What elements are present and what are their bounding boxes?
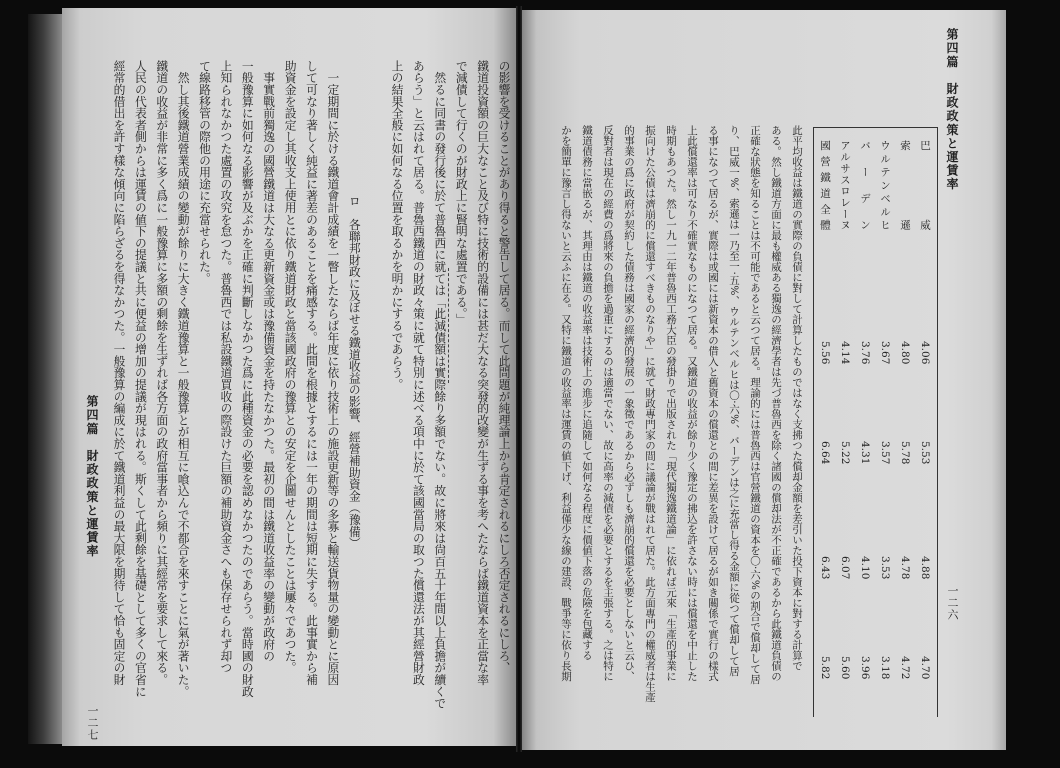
table-row: [855, 128, 875, 717]
row-value: 5.82: [819, 656, 831, 680]
text-column: 上知られなかつた處置の攻究を怠つた。普魯西では私設鐵道買收の際設けた巨額の補助資金さへも保存せられず却つ: [218, 60, 233, 674]
row-value: 4.78: [899, 556, 911, 580]
text-column: で減債して行くのが財政上に賢明な處置である。」: [454, 60, 469, 326]
table-row: [835, 128, 855, 717]
page-stack-edge: [28, 14, 62, 744]
text-column: 時期もあつた。然し一九一二年普魯西工務大臣の發掛りで出版された「現代獨逸鐵道論」に依れば元來「生產的事業に: [665, 125, 677, 682]
row-value: 3.57: [879, 441, 891, 465]
running-footer: 第四篇 財政政策と運賃率: [85, 395, 99, 559]
table-row: [815, 128, 835, 717]
text-column: 正確な狀態を知ることは不可能であると云つて居る。理論的には普魯西は官營鐵道の資本を〇·六%の割合で償却して居: [749, 125, 761, 685]
text-column: て線路移管の際他の用途に充當せられた。: [197, 60, 212, 285]
row-value: 4.14: [839, 341, 851, 365]
text-column: 上の結果全般に如何なる位置を取るかを明かにするであらう。: [390, 60, 405, 391]
row-value: 6.64: [819, 441, 831, 465]
row-value: 4.31: [859, 441, 871, 465]
page-number: 一二七: [86, 705, 99, 741]
left-page-body: [107, 60, 514, 722]
right-page-body: [555, 125, 807, 715]
text-column: 然し其後鐵道營業成績の變動が餘りに大きく鐵道豫算と一般豫算とが相互に喰込んで不都合を來すことに氣が著いた。: [176, 60, 191, 698]
text-column: 反對者は現在の經費の爲將來の負擔を過重にするのは適當でない、故に高率の減債を必要とするを主張する。之は特に: [602, 125, 614, 682]
row-value: 4.88: [919, 556, 931, 580]
row-value: 4.70: [919, 656, 931, 680]
row-value: 3.67: [879, 341, 891, 365]
text-column: の影響を受けることがあり得ると警告して居る。而して此問題が純理論上から肯定されるにしろ否定されるにしろ、: [497, 60, 511, 674]
row-label: アルサスロレーヌ: [839, 140, 851, 230]
text-column: かを簡單に豫言し得ないと云ふに在る。又特に鐵道の收益率は運賃の値下げ、利益僅少な線の建設、戰爭等に依り長期: [560, 125, 572, 682]
row-value: 3.76: [859, 341, 871, 365]
row-label: 巴威: [919, 140, 931, 230]
table-row: [895, 128, 915, 717]
row-value: 5.22: [839, 441, 851, 465]
row-value: 5.56: [819, 341, 831, 365]
data-table: [813, 127, 938, 717]
row-value: 4.80: [899, 341, 911, 365]
running-head: 第四篇 財政政策と運賃率: [945, 28, 959, 192]
page-number: 一二六: [946, 585, 959, 621]
text-column: して可なり著しく純益に著差のあることを痛感する。此間を根據とするには一年の期間は短期に失する。此事實から補: [304, 60, 319, 686]
text-column: 鐵道投資額の巨大なこと及び特に技術的設備には甚だ大なる突發的改變が生ずる事を考へたならば鐵道資本を正當な率: [475, 60, 490, 686]
text-column: 助資金を設定し其收支上使用とに依り鐵道財政と當該國政府の豫算との安定を企圖せんとしたことは屢々であつた。: [283, 60, 298, 674]
text-column: 振向けた公債は濟崩的に償還すべきものなりや」に就て財政專門家の間に議論が戰はれて居た。此方面專門の權威者は生產: [644, 125, 656, 703]
right-page: [522, 10, 1006, 750]
row-value: 6.43: [819, 556, 831, 580]
row-label: 國營鐵道全體: [819, 140, 831, 230]
row-value: 3.18: [879, 656, 891, 680]
left-page: [62, 8, 516, 746]
row-value: 5.60: [839, 656, 851, 680]
text-column: り、巴威一%、索遜は一乃至一·五%、ウルテンベルヒは〇·六%、バーデンは之に充當し得る金額に從つて償却して居: [728, 125, 740, 677]
text-column: 鐵道の收益が非常に多く爲に一般豫算に多額の剩餘を生ずれば各方面の政府當事者から頻りに其經常を要求して來る。: [154, 60, 169, 686]
row-label: 索遜: [899, 140, 911, 230]
row-value: 4.06: [919, 341, 931, 365]
text-column: 此平均收益は鐵道の實際の負債に對して計算したものではなく支拂つた償却金額を差引いた投下資本に對する計算で: [791, 125, 803, 671]
row-value: 3.53: [879, 556, 891, 580]
row-value: 5.78: [899, 441, 911, 465]
text-column: 事實戰前獨逸の國營鐵道は大なる更新資金或は豫備資金を持たなかつた。最初の間は鐵道收益率の變動が政府の: [261, 60, 276, 662]
dashed-separator: [448, 268, 449, 383]
text-column: 人民の代表者側からは運賃の値下の提議と共に便益の增加の提議が現はれる。斯くして此剩餘を基礎として多くの官省に: [133, 60, 148, 698]
row-label: ウルテンベルヒ: [879, 140, 891, 230]
text-column: 經常的借出を許す樣な傾向に陷らざるを得なかつた。一般豫算の編成に於て鐵道利益の最大限を期待して恰も固定の財: [111, 60, 126, 686]
row-value: 3.96: [859, 656, 871, 680]
table-row: [875, 128, 895, 717]
text-column: る事になつて居るが、實際は或國には新資本の借入と舊資本の償還との間に差異を設けて居るが如き關係で實行の樣式: [707, 125, 719, 682]
row-value: 4.10: [859, 556, 871, 580]
row-value: 4.72: [899, 656, 911, 680]
row-value: 5.53: [919, 441, 931, 465]
text-column: 一般豫算に如何なる影響が及ぶかを正確に判斷しなかつた爲に此種資金の必要を認めなかつたのであらう。當時國の財政: [240, 60, 255, 698]
row-label: バーデン: [859, 140, 871, 230]
text-column: 鐵道債務に當嵌るが、其理由は鐵道の收益率は技術上の進步に追隨して如何なる程度に價値下落の危險を包藏する: [581, 125, 593, 661]
text-column: 然るに同書の發行後に於て普魯西に就ては「此減債額は實際餘り多額でない。故に將來は尙百五十年間以上負擔が續くで: [432, 60, 447, 709]
text-column: 的事業の爲に政府が契約した債務は國家の經濟的發展の一象徵であるから必ずしも濟崩的償還を必要としないと云ひ、: [623, 125, 635, 682]
row-value: 6.07: [839, 556, 851, 580]
text-column: ある。然し鐵道方面に最も權威ある獨逸の經濟學者は先づ普魯西を除く諸國の償却法が不正確であるから此鐵道負債の: [770, 125, 782, 682]
section-heading: ロ 各聯邦財政に及ぼせる鐵道收益の影響、經營補助資金（豫備）: [347, 195, 362, 549]
text-column: 一定期間に於ける鐵道會計成績を一瞥したならば年度に依り技術上の施設更新等の多寡と輸送貨物量の變動とに原因: [325, 60, 340, 686]
text-column: 上此償還率は可なり不確實なものになつて居る。又鐵道の收益が餘り少く豫定の拂込を許さない時には償還を中止した: [686, 125, 698, 682]
text-column: あらう」と云はれて居る。普魯西鐵道の財政々策に就て特別に述べる項中に於て該國當局の取つた償還法が其經營財政: [411, 60, 426, 686]
table-row: [915, 128, 935, 717]
